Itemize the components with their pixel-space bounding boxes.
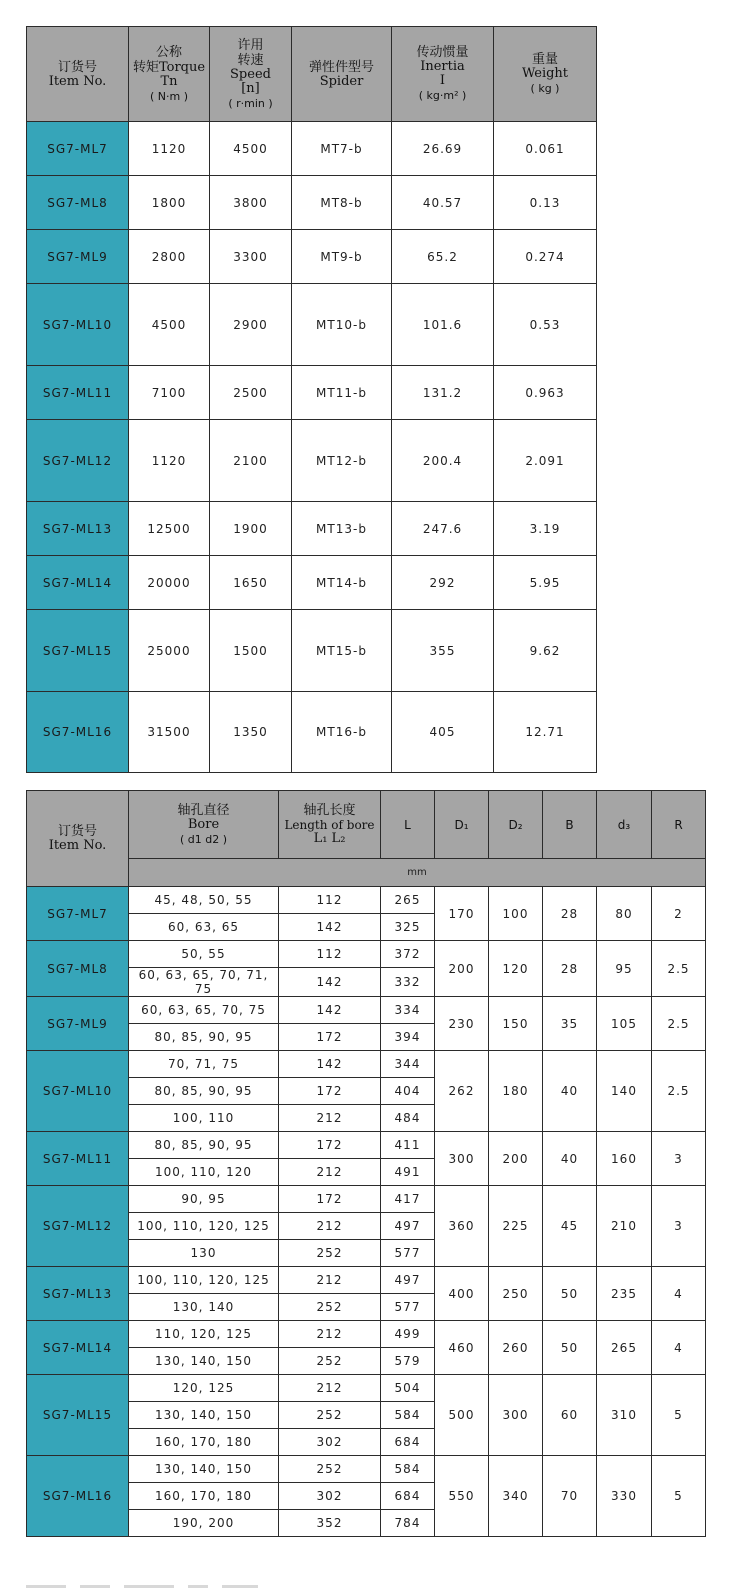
dim-header-d3: d₃ — [597, 791, 652, 859]
L-cell: 491 — [381, 1159, 435, 1186]
D2-cell: 225 — [489, 1186, 543, 1267]
item-number-cell: SG7-ML13 — [27, 1267, 129, 1321]
bore-cell: 50, 55 — [129, 941, 279, 968]
header-torque-cn1: 公称 — [155, 44, 182, 60]
item-number-cell: SG7-ML15 — [27, 1375, 129, 1456]
header-item-cn: 订货号 — [57, 59, 97, 75]
bore-cell: 130, 140, 150 — [129, 1402, 279, 1429]
length-cell: 252 — [279, 1240, 381, 1267]
item-number-cell: SG7-ML11 — [27, 1132, 129, 1186]
speed-cell: 2500 — [210, 366, 292, 420]
bore-cell: 130, 140, 150 — [129, 1348, 279, 1375]
item-number-cell: SG7-ML8 — [27, 176, 129, 230]
d3-cell: 95 — [597, 941, 652, 997]
bore-cell: 120, 125 — [129, 1375, 279, 1402]
dimension-table-body — [27, 887, 706, 1537]
length-cell: 252 — [279, 1348, 381, 1375]
dim-header-B: B — [543, 791, 597, 859]
bore-cell: 60, 63, 65, 70, 75 — [129, 997, 279, 1024]
L-cell: 417 — [381, 1186, 435, 1213]
header-inertia-unit: ( kg·m² ) — [418, 89, 467, 102]
dim-header-length-en: Length of bore — [284, 818, 375, 832]
bore-cell: 60, 63, 65 — [129, 914, 279, 941]
length-cell: 172 — [279, 1024, 381, 1051]
header-inertia-cn: 传动惯量 — [416, 45, 469, 60]
length-cell: 142 — [279, 997, 381, 1024]
L-cell: 579 — [381, 1348, 435, 1375]
header-speed-cn2: 转速 — [237, 52, 264, 68]
d3-cell: 160 — [597, 1132, 652, 1186]
inertia-cell: 405 — [392, 692, 494, 773]
dim-header-bore — [129, 791, 279, 859]
spider-cell: MT13-b — [292, 502, 392, 556]
speed-cell: 1350 — [210, 692, 292, 773]
weight-cell: 12.71 — [494, 692, 597, 773]
table-row — [27, 941, 706, 968]
D2-cell: 200 — [489, 1132, 543, 1186]
spec-header-inertia — [392, 27, 494, 122]
speed-cell: 2900 — [210, 284, 292, 366]
D2-cell: 120 — [489, 941, 543, 997]
spec-header-spider — [292, 27, 392, 122]
B-cell: 50 — [543, 1267, 597, 1321]
torque-cell: 25000 — [129, 610, 210, 692]
inertia-cell: 247.6 — [392, 502, 494, 556]
weight-cell: 0.061 — [494, 122, 597, 176]
item-number-cell: SG7-ML7 — [27, 887, 129, 941]
table-row — [27, 556, 597, 610]
R-cell: 3 — [652, 1132, 706, 1186]
header-weight-cn: 重量 — [531, 52, 558, 67]
torque-cell: 20000 — [129, 556, 210, 610]
item-number-cell: SG7-ML12 — [27, 1186, 129, 1267]
weight-cell: 0.53 — [494, 284, 597, 366]
spider-cell: MT7-b — [292, 122, 392, 176]
D1-cell: 500 — [435, 1375, 489, 1456]
spec-header-speed — [210, 27, 292, 122]
dim-header-L: L — [381, 791, 435, 859]
spider-cell: MT10-b — [292, 284, 392, 366]
d3-cell: 265 — [597, 1321, 652, 1375]
item-number-cell: SG7-ML10 — [27, 284, 129, 366]
D1-cell: 400 — [435, 1267, 489, 1321]
table-row — [27, 1132, 706, 1159]
length-cell: 142 — [279, 1051, 381, 1078]
dim-header-item-en: Item No. — [48, 838, 107, 853]
speed-cell: 3800 — [210, 176, 292, 230]
dim-header-R: R — [652, 791, 706, 859]
weight-cell: 5.95 — [494, 556, 597, 610]
length-cell: 302 — [279, 1429, 381, 1456]
length-cell: 212 — [279, 1375, 381, 1402]
R-cell: 2.5 — [652, 997, 706, 1051]
spec-header-row — [27, 27, 597, 122]
d3-cell: 140 — [597, 1051, 652, 1132]
bore-cell: 45, 48, 50, 55 — [129, 887, 279, 914]
table-row — [27, 1267, 706, 1294]
header-torque-cn2: 转矩 — [132, 59, 159, 75]
inertia-cell: 131.2 — [392, 366, 494, 420]
length-cell: 302 — [279, 1483, 381, 1510]
L-cell: 584 — [381, 1402, 435, 1429]
bore-cell: 130, 140 — [129, 1294, 279, 1321]
d3-cell: 80 — [597, 887, 652, 941]
L-cell: 404 — [381, 1078, 435, 1105]
item-number-cell: SG7-ML11 — [27, 366, 129, 420]
R-cell: 2.5 — [652, 941, 706, 997]
speed-cell: 2100 — [210, 420, 292, 502]
bore-cell: 110, 120, 125 — [129, 1321, 279, 1348]
L-cell: 584 — [381, 1456, 435, 1483]
table-row — [27, 1375, 706, 1402]
header-inertia-en2: I — [439, 73, 446, 88]
bore-cell: 90, 95 — [129, 1186, 279, 1213]
D1-cell: 460 — [435, 1321, 489, 1375]
length-cell: 212 — [279, 1321, 381, 1348]
speed-cell: 1500 — [210, 610, 292, 692]
weight-cell: 0.13 — [494, 176, 597, 230]
torque-cell: 31500 — [129, 692, 210, 773]
D1-cell: 550 — [435, 1456, 489, 1537]
dim-header-length-cn: 轴孔长度 — [303, 803, 356, 818]
d3-cell: 330 — [597, 1456, 652, 1537]
L-cell: 265 — [381, 887, 435, 914]
table-row — [27, 887, 706, 914]
dim-header-D2: D₂ — [489, 791, 543, 859]
spider-cell: MT14-b — [292, 556, 392, 610]
length-cell: 142 — [279, 968, 381, 997]
D1-cell: 170 — [435, 887, 489, 941]
dim-header-row — [27, 791, 706, 859]
header-inertia-en1: Inertia — [420, 59, 465, 74]
L-cell: 344 — [381, 1051, 435, 1078]
d3-cell: 210 — [597, 1186, 652, 1267]
bore-cell: 130, 140, 150 — [129, 1456, 279, 1483]
table-row — [27, 366, 597, 420]
length-cell: 172 — [279, 1078, 381, 1105]
torque-cell: 7100 — [129, 366, 210, 420]
inertia-cell: 101.6 — [392, 284, 494, 366]
bore-cell: 80, 85, 90, 95 — [129, 1078, 279, 1105]
item-number-cell: SG7-ML12 — [27, 420, 129, 502]
R-cell: 2 — [652, 887, 706, 941]
B-cell: 45 — [543, 1186, 597, 1267]
spec-header-torque — [129, 27, 210, 122]
L-cell: 484 — [381, 1105, 435, 1132]
item-number-cell: SG7-ML14 — [27, 1321, 129, 1375]
footer-strip — [26, 1576, 705, 1582]
table-row — [27, 176, 597, 230]
L-cell: 684 — [381, 1483, 435, 1510]
item-number-cell: SG7-ML15 — [27, 610, 129, 692]
L-cell: 504 — [381, 1375, 435, 1402]
header-weight-unit: ( kg ) — [530, 82, 560, 95]
item-number-cell: SG7-ML8 — [27, 941, 129, 997]
speed-cell: 1900 — [210, 502, 292, 556]
weight-cell: 0.963 — [494, 366, 597, 420]
dim-header-item-cn: 订货号 — [57, 824, 97, 839]
dim-unit-mm: mm — [129, 859, 706, 887]
spec-header-weight — [494, 27, 597, 122]
D2-cell: 300 — [489, 1375, 543, 1456]
bore-cell: 130 — [129, 1240, 279, 1267]
inertia-cell: 200.4 — [392, 420, 494, 502]
d3-cell: 310 — [597, 1375, 652, 1456]
bore-cell: 100, 110, 120, 125 — [129, 1267, 279, 1294]
length-cell: 352 — [279, 1510, 381, 1537]
inertia-cell: 26.69 — [392, 122, 494, 176]
D2-cell: 260 — [489, 1321, 543, 1375]
header-weight-en: Weight — [521, 66, 569, 81]
table-row — [27, 1186, 706, 1213]
L-cell: 334 — [381, 997, 435, 1024]
length-cell: 212 — [279, 1105, 381, 1132]
B-cell: 28 — [543, 941, 597, 997]
length-cell: 112 — [279, 941, 381, 968]
R-cell: 2.5 — [652, 1051, 706, 1132]
header-spider-en: Spider — [319, 73, 364, 89]
torque-cell: 1120 — [129, 420, 210, 502]
bore-cell: 100, 110, 120, 125 — [129, 1213, 279, 1240]
item-number-cell: SG7-ML16 — [27, 1456, 129, 1537]
D2-cell: 250 — [489, 1267, 543, 1321]
header-torque-en1: Torque — [158, 59, 206, 75]
d3-cell: 105 — [597, 997, 652, 1051]
item-number-cell: SG7-ML14 — [27, 556, 129, 610]
bore-cell: 100, 110 — [129, 1105, 279, 1132]
B-cell: 40 — [543, 1132, 597, 1186]
d3-cell: 235 — [597, 1267, 652, 1321]
header-item-en: Item No. — [48, 73, 107, 89]
speed-cell: 1650 — [210, 556, 292, 610]
D1-cell: 262 — [435, 1051, 489, 1132]
dim-header-D1: D₁ — [435, 791, 489, 859]
header-speed-en1: Speed — [230, 66, 271, 82]
torque-cell: 4500 — [129, 284, 210, 366]
L-cell: 684 — [381, 1429, 435, 1456]
weight-cell: 9.62 — [494, 610, 597, 692]
dim-unit-row — [27, 859, 706, 887]
R-cell: 5 — [652, 1456, 706, 1537]
L-cell: 499 — [381, 1321, 435, 1348]
item-number-cell: SG7-ML9 — [27, 230, 129, 284]
spider-cell: MT12-b — [292, 420, 392, 502]
dim-header-length — [279, 791, 381, 859]
spider-cell: MT9-b — [292, 230, 392, 284]
length-cell: 212 — [279, 1267, 381, 1294]
table-row — [27, 692, 597, 773]
inertia-cell: 355 — [392, 610, 494, 692]
R-cell: 4 — [652, 1267, 706, 1321]
L-cell: 332 — [381, 968, 435, 997]
dim-header-length-unit: L₁ L₂ — [313, 831, 346, 846]
L-cell: 497 — [381, 1213, 435, 1240]
bore-cell: 160, 170, 180 — [129, 1483, 279, 1510]
spec-table — [26, 26, 597, 773]
inertia-cell: 40.57 — [392, 176, 494, 230]
dimension-table — [26, 790, 706, 1537]
dim-header-bore-en: Bore — [187, 816, 220, 832]
B-cell: 50 — [543, 1321, 597, 1375]
table-row — [27, 122, 597, 176]
D1-cell: 230 — [435, 997, 489, 1051]
item-number-cell: SG7-ML9 — [27, 997, 129, 1051]
length-cell: 252 — [279, 1456, 381, 1483]
bore-cell: 100, 110, 120 — [129, 1159, 279, 1186]
header-speed-unit: ( r·min ) — [228, 96, 273, 110]
weight-cell: 3.19 — [494, 502, 597, 556]
length-cell: 252 — [279, 1294, 381, 1321]
header-speed-cn1: 许用 — [237, 37, 264, 53]
length-cell: 212 — [279, 1159, 381, 1186]
dim-header-bore-cn: 轴孔直径 — [177, 802, 230, 818]
table-row — [27, 1456, 706, 1483]
speed-cell: 4500 — [210, 122, 292, 176]
B-cell: 28 — [543, 887, 597, 941]
weight-cell: 0.274 — [494, 230, 597, 284]
D2-cell: 100 — [489, 887, 543, 941]
bore-cell: 60, 63, 65, 70, 71, 75 — [129, 968, 279, 997]
spec-table-body — [27, 122, 597, 773]
L-cell: 497 — [381, 1267, 435, 1294]
bore-cell: 160, 170, 180 — [129, 1429, 279, 1456]
inertia-cell: 65.2 — [392, 230, 494, 284]
spider-cell: MT11-b — [292, 366, 392, 420]
speed-cell: 3300 — [210, 230, 292, 284]
torque-cell: 12500 — [129, 502, 210, 556]
table-row — [27, 1321, 706, 1348]
L-cell: 325 — [381, 914, 435, 941]
item-number-cell: SG7-ML10 — [27, 1051, 129, 1132]
L-cell: 411 — [381, 1132, 435, 1159]
B-cell: 70 — [543, 1456, 597, 1537]
L-cell: 577 — [381, 1294, 435, 1321]
torque-cell: 1120 — [129, 122, 210, 176]
spider-cell: MT16-b — [292, 692, 392, 773]
torque-cell: 1800 — [129, 176, 210, 230]
length-cell: 172 — [279, 1132, 381, 1159]
L-cell: 372 — [381, 941, 435, 968]
table-row — [27, 284, 597, 366]
D2-cell: 180 — [489, 1051, 543, 1132]
D2-cell: 150 — [489, 997, 543, 1051]
item-number-cell: SG7-ML13 — [27, 502, 129, 556]
header-torque-unit: ( N·m ) — [149, 89, 189, 103]
bore-cell: 80, 85, 90, 95 — [129, 1132, 279, 1159]
table-row — [27, 420, 597, 502]
item-number-cell: SG7-ML7 — [27, 122, 129, 176]
R-cell: 3 — [652, 1186, 706, 1267]
weight-cell: 2.091 — [494, 420, 597, 502]
table-row — [27, 997, 706, 1024]
table-row — [27, 1051, 706, 1078]
R-cell: 4 — [652, 1321, 706, 1375]
spider-cell: MT15-b — [292, 610, 392, 692]
R-cell: 5 — [652, 1375, 706, 1456]
L-cell: 394 — [381, 1024, 435, 1051]
D1-cell: 300 — [435, 1132, 489, 1186]
D2-cell: 340 — [489, 1456, 543, 1537]
spider-cell: MT8-b — [292, 176, 392, 230]
L-cell: 577 — [381, 1240, 435, 1267]
dim-header-bore-unit: ( d1 d2 ) — [179, 832, 228, 846]
length-cell: 252 — [279, 1402, 381, 1429]
table-row — [27, 610, 597, 692]
bore-cell: 80, 85, 90, 95 — [129, 1024, 279, 1051]
torque-cell: 2800 — [129, 230, 210, 284]
spec-header-item — [27, 27, 129, 122]
length-cell: 112 — [279, 887, 381, 914]
D1-cell: 360 — [435, 1186, 489, 1267]
bore-cell: 70, 71, 75 — [129, 1051, 279, 1078]
header-spider-cn: 弹性件型号 — [308, 59, 374, 75]
B-cell: 40 — [543, 1051, 597, 1132]
length-cell: 142 — [279, 914, 381, 941]
L-cell: 784 — [381, 1510, 435, 1537]
length-cell: 212 — [279, 1213, 381, 1240]
length-cell: 172 — [279, 1186, 381, 1213]
table-row — [27, 502, 597, 556]
D1-cell: 200 — [435, 941, 489, 997]
table-row — [27, 230, 597, 284]
dim-header-item — [27, 791, 129, 887]
bore-cell: 190, 200 — [129, 1510, 279, 1537]
inertia-cell: 292 — [392, 556, 494, 610]
B-cell: 60 — [543, 1375, 597, 1456]
item-number-cell: SG7-ML16 — [27, 692, 129, 773]
B-cell: 35 — [543, 997, 597, 1051]
header-speed-en2: [n] — [241, 80, 260, 96]
header-torque-en2: Tn — [160, 73, 178, 89]
